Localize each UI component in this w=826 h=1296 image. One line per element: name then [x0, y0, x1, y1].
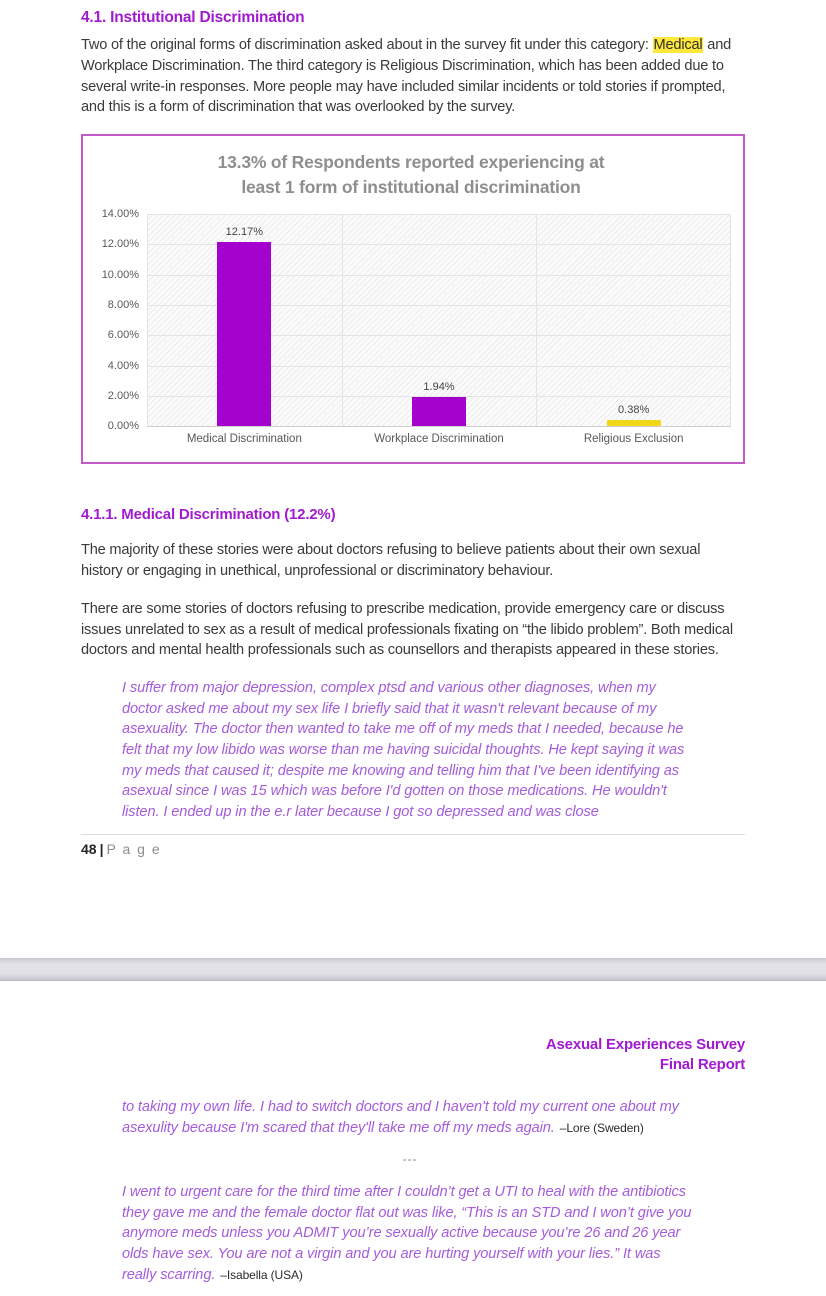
quote-block-2 [122, 1182, 698, 1285]
intro-text-start: Two of the original forms of discrimination asked about in the survey fit under this category: [81, 37, 653, 53]
footer-separator: | [99, 841, 104, 858]
intro-paragraph [81, 35, 745, 118]
paragraph-2: There are some stories of doctors refusing to prescribe medication, provide emergency care or discuss issues unrelated to sex as a result of medical professionals fixating on “the libido problem”. Both medical doctors and mental health professionals such as counsellors and therapists appeared in these stories. [81, 600, 733, 659]
y-tick-label: 2.00% [107, 389, 139, 402]
page-label: P a g e [106, 841, 162, 858]
quote-text: I went to urgent care for the third time after I couldn’t get a UTI to heal with the antibiotics they gave me and the female doctor flat out was like, “This is an STD and I won’t give you anymore meds unless you ADMIT you’re sexually active because you’re 26 and 26 year olds have sex. You are not a virgin and you are hurting yourself with your lies.” It was really scarring. [122, 1184, 692, 1283]
bar-religious-exclusion [607, 420, 661, 426]
gridline-vertical [730, 214, 731, 426]
category-label: Medical Discrimination [186, 433, 302, 446]
y-tick-label: 14.00% [101, 208, 139, 221]
quote-attribution: –Lore (Sweden) [559, 1120, 644, 1135]
report-page-49 [0, 981, 826, 1296]
intro-text-end: and Workplace Discrimination. The third category is Religious Discrimination, which has been added due to several write-in responses. More people may have included similar incidents or told stories if prompted, and this is a form of discrimination that was overlooked by the survey. [81, 37, 732, 116]
page-separator [0, 958, 826, 981]
y-tick-label: 12.00% [101, 238, 139, 251]
gridline-horizontal [147, 426, 731, 427]
footer-divider [81, 834, 745, 835]
gridline-vertical [342, 214, 343, 426]
bar-chart [81, 134, 745, 464]
document-header [81, 981, 745, 1075]
y-tick-label: 8.00% [107, 299, 139, 312]
page-footer [81, 841, 745, 857]
y-axis [91, 208, 147, 433]
quote-block-1 [122, 678, 698, 822]
chart-title-line-2: least 1 form of institutional discrimination [241, 177, 581, 198]
header-survey-title: Asexual Experiences Survey [545, 1036, 745, 1053]
plot-area [147, 214, 731, 426]
plot-wrap [147, 214, 731, 445]
bar-medical-discrimination [217, 242, 271, 426]
gridline-vertical [536, 214, 537, 426]
bar-value-label: 0.38% [618, 404, 650, 417]
quote-attribution: –Isabella (USA) [220, 1267, 303, 1282]
quote-text: to taking my own life. I had to switch doctors and I haven't told my current one about my asexulity because I'm scared that they'll take me off my meds again. [122, 1099, 679, 1136]
page-number: 48 [81, 841, 97, 858]
quote-text: I suffer from major depression, complex ptsd and various other diagnoses, when my doctor asked me about my sex life I briefly said that it wasn't relevant because of my asexuality. The doctor then wanted to take me off of my meds that I needed, because he felt that my low libido was worse than me having suicidal thoughts. He kept saying it was my meds that caused it; despite me knowing and telling him that I've been identifying as asexual since I was 15 which was before I'd gotten on those medications. He wouldn't listen. I ended up in the e.r later because I got so depressed and was close [122, 680, 685, 820]
quote-block-1-continued [122, 1097, 698, 1138]
y-tick-label: 10.00% [101, 268, 139, 281]
header-report-title: Final Report [659, 1056, 745, 1073]
section-heading: 4.1. Institutional Discrimination [81, 9, 305, 26]
category-label: Workplace Discrimination [374, 433, 504, 446]
gridline-vertical [147, 214, 148, 426]
y-tick-label: 6.00% [107, 329, 139, 342]
subsection-heading: 4.1.1. Medical Discrimination (12.2%) [81, 506, 336, 524]
chart-title-line-1: 13.3% of Respondents reported experiencing at [217, 152, 605, 173]
quote-divider: --- [402, 1152, 418, 1167]
bar-workplace-discrimination [412, 397, 466, 426]
y-tick-label: 4.00% [107, 359, 139, 372]
y-tick-label: 0.00% [107, 420, 139, 433]
category-label: Religious Exclusion [583, 433, 684, 446]
chart-plot-region [91, 208, 731, 446]
x-axis [147, 433, 731, 445]
paragraph-1: The majority of these stories were about doctors refusing to believe patients about their own sexual history or engaging in unethical, unprofessional or discriminatory behaviour. [81, 542, 701, 579]
highlighted-text: Medical [653, 37, 703, 53]
gridline-horizontal [147, 214, 731, 215]
chart-title [91, 150, 731, 200]
bar-value-label: 12.17% [225, 225, 263, 238]
bar-value-label: 1.94% [423, 380, 455, 393]
